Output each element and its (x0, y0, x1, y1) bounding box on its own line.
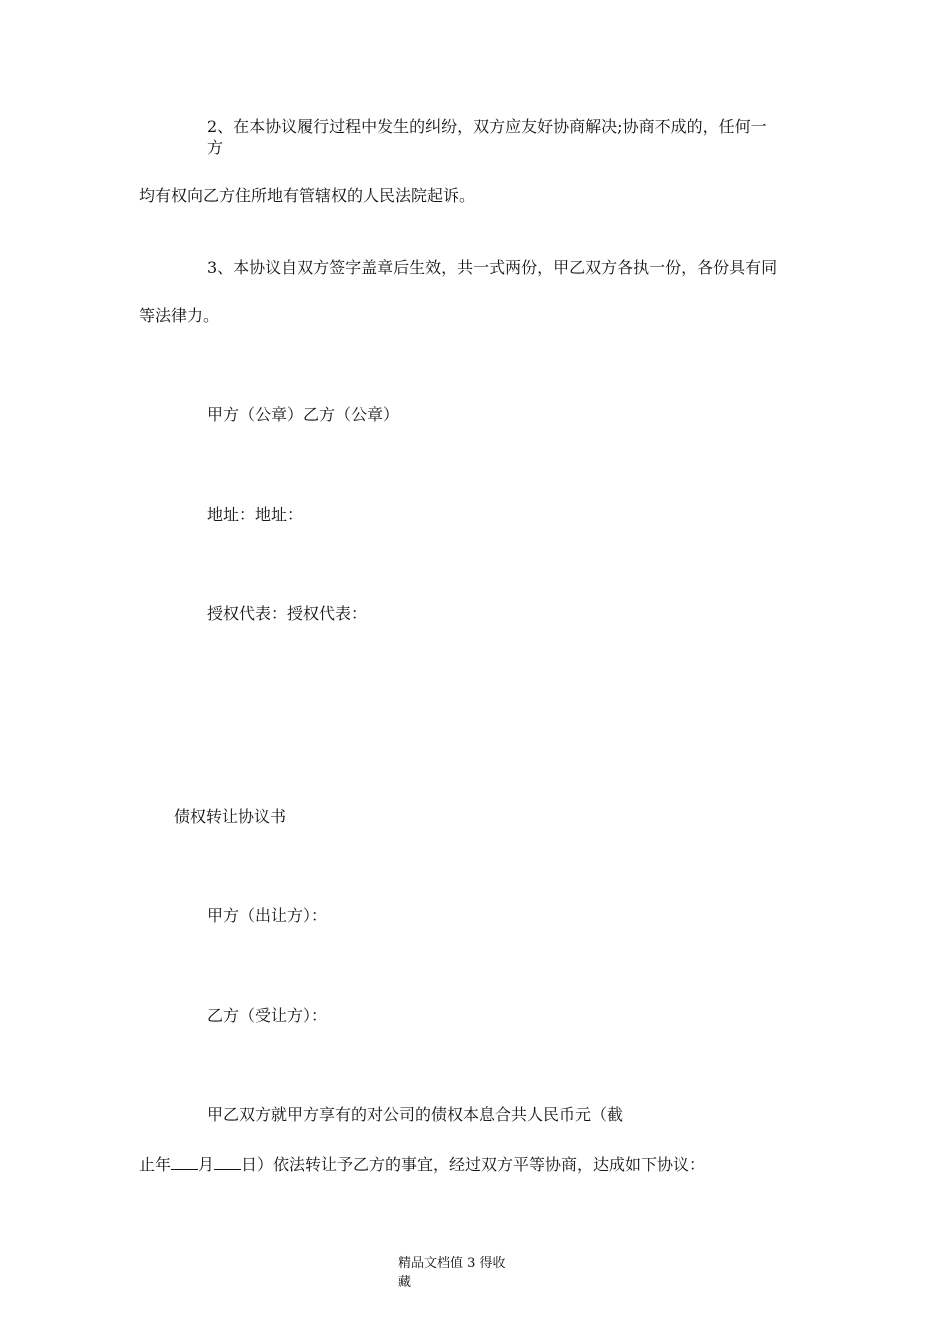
intro-text-month: 月 (198, 1155, 215, 1174)
clause-3-line-1: 3、本协议自双方签字盖章后生效，共一式两份，甲乙双方各执一份，各份具有同 (207, 258, 778, 277)
document-title: 债权转让协议书 (174, 807, 287, 826)
clause-3-line-2: 等法律力。 (139, 306, 220, 325)
clause-2-line-2: 方 (207, 138, 224, 157)
intro-text-year: 止年 (139, 1155, 172, 1174)
intro-text-rest: 日）依法转让予乙方的事宜，经过双方平等协商，达成如下协议： (241, 1155, 706, 1174)
page-footer: 精品文档值 3 得收藏 (398, 1256, 506, 1290)
clause-2-line-3: 均有权向乙方住所地有管辖权的人民法院起诉。 (139, 186, 476, 205)
blank-underline-month (171, 1154, 198, 1170)
clause-2-line-1: 2、在本协议履行过程中发生的纠纷，双方应友好协商解决;协商不成的，任何一 (207, 117, 767, 136)
signature-seal-line: 甲方（公章）乙方（公章） (207, 405, 400, 424)
intro-line-1: 甲乙双方就甲方享有的对公司的债权本息合共人民币元（截 (207, 1105, 624, 1124)
party-b-line: 乙方（受让方）： (207, 1006, 328, 1025)
party-a-line: 甲方（出让方）： (207, 906, 328, 925)
intro-line-2 (139, 1154, 705, 1176)
signature-address-line: 地址：地址： (207, 505, 304, 524)
signature-representative-line: 授权代表：授权代表： (207, 604, 368, 623)
blank-underline-day (214, 1154, 241, 1170)
